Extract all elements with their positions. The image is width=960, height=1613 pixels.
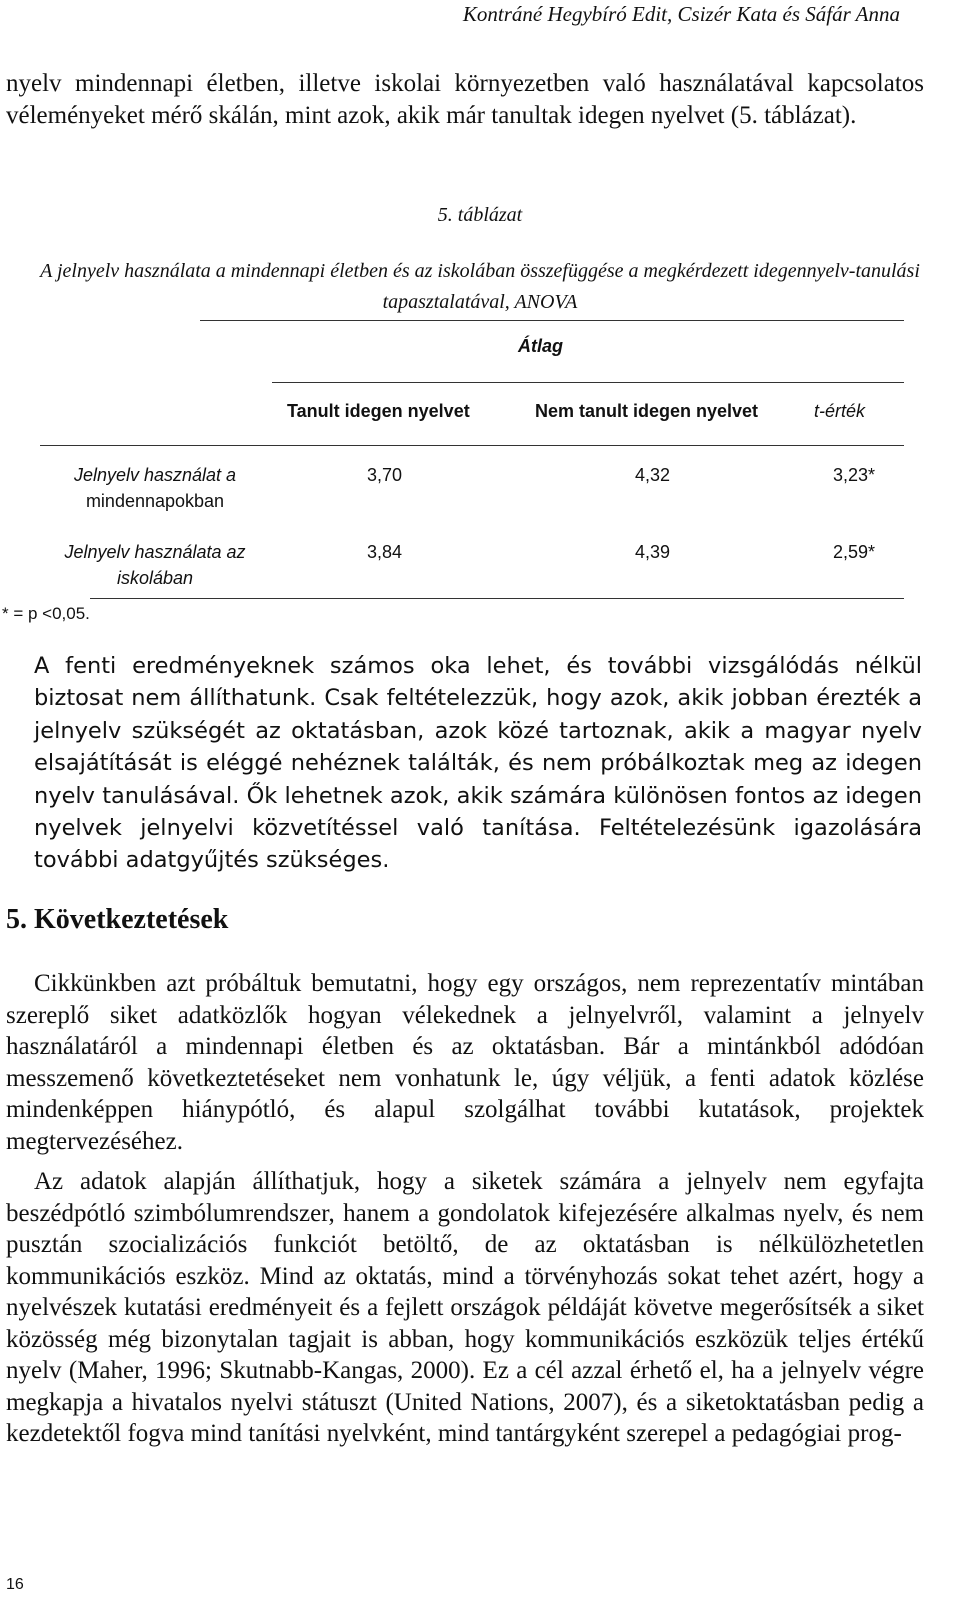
table-rule-header (40, 445, 904, 446)
section-heading: 5. Következtetések (6, 904, 229, 935)
intro-paragraph: nyelv mindennapi életben, illetve iskolai környezetben való használatával kapcsolatos véleményeket mérő skálán, mint azok, akik már tanultak idegen nyelvet (5. táblázat). (6, 70, 924, 129)
results-paragraph: A fenti eredményeknek számos oka lehet, és további vizsgálódás nélkül biztosat nem állíthatunk. Csak feltételezzük, hogy azok, akik jobban érezték a jelnyelv szükségét az oktatásban, azok közé tartoznak, akik a magyar nyelv elsajátítását is eléggé nehéznek találták, és nem próbálkoztak meg az idegen nyelv tanulásával. Ők lehetnek azok, akik számára különösen fontos az idegen nyelvek jelnyelvi közvetítéssel való tanítása. Feltételezésünk igazolására további adatgyűjtés szükséges. (34, 653, 922, 874)
table-rule-top (200, 320, 904, 321)
row-label-everyday-line2: mindennapokban (85, 491, 225, 511)
conclusion-paragraph-1: Cikkünkben azt próbáltuk bemutatni, hogy egy országos, nem reprezentatív mintában szereplő siket adatközlők hogyan vélekednek a jelnyelvről, valamint a jelnyelv használatáról a mindennapi életben és az oktatásban. Bár a mintánkból adódóan messzemenő következtetéseket nem vonhatunk le, úgy véljük, a fenti adatok közlése mindenképpen hiánypótló, és alapul szolgálhat további kutatások, projektek megtervezéséhez. (6, 970, 924, 1155)
running-header: Kontráné Hegybíró Edit, Csizér Kata és Sáfár Anna (462, 2, 900, 26)
column-header-not-learned: Nem tanult idegen nyelvet (535, 401, 759, 421)
cell-school-t: 2,59* (833, 542, 876, 562)
conclusion-paragraph-2: Az adatok alapján állíthatjuk, hogy a siketek számára a jelnyelv nem egyfajta beszédpótló szimbólumrendszer, hanem a gondolatok kifejezésére alkalmas nyelv, és nem pusztán szocializációs funkciót betöltő, de az oktatásban is nélkülözhetetlen kommunikációs eszköz. Mind az oktatás, mind a törvényhozás sokat tehet azért, hogy a nyelvészek kutatási eredményeit és a fejlett országok példáját követve megerősítsék a siket közösség még bizonytalan tagjait is abban, hogy kommunikációs eszközük teljes értékű nyelv (Maher, 1996; Skutnabb-Kangas, 2000). Ez a cél azzal érhető el, ha a jelnyelv végre megkapja a hivatalos nyelvi státuszt (United Nations, 2007), és a siketoktatásban pedig a kezdetektől fogva mind tanítási nyelvként, mind tantárgyként szerepel a pedagógiai prog- (6, 1168, 924, 1447)
row-label-school-line2: iskolában (116, 568, 194, 588)
cell-school-learned: 3,84 (367, 542, 403, 562)
page-number: 16 (6, 1576, 24, 1593)
column-header-t-value: t-érték (814, 401, 866, 421)
column-header-learned: Tanult idegen nyelvet (287, 401, 470, 421)
row-label-school-line1: Jelnyelv használata az (64, 542, 246, 562)
row-label-everyday (20, 462, 290, 514)
row-label-everyday-line1: Jelnyelv használat a (73, 465, 237, 485)
group-header: Átlag (518, 336, 563, 356)
row-label-school (20, 539, 290, 591)
cell-everyday-t: 3,23* (833, 465, 876, 485)
table-rule-group (272, 382, 904, 383)
cell-everyday-not-learned: 4,32 (635, 465, 671, 485)
table-note: * = p <0,05. (2, 604, 90, 623)
table-caption-number: 5. táblázat (437, 204, 523, 226)
cell-everyday-learned: 3,70 (367, 465, 403, 485)
cell-school-not-learned: 4,39 (635, 542, 671, 562)
table-rule-bottom (90, 598, 904, 599)
table-caption-title: A jelnyelv használata a mindennapi életben és az iskolában összefüggése a megkérdezett idegennyelv-tanulási tapasztalatával, ANOVA (40, 260, 920, 313)
